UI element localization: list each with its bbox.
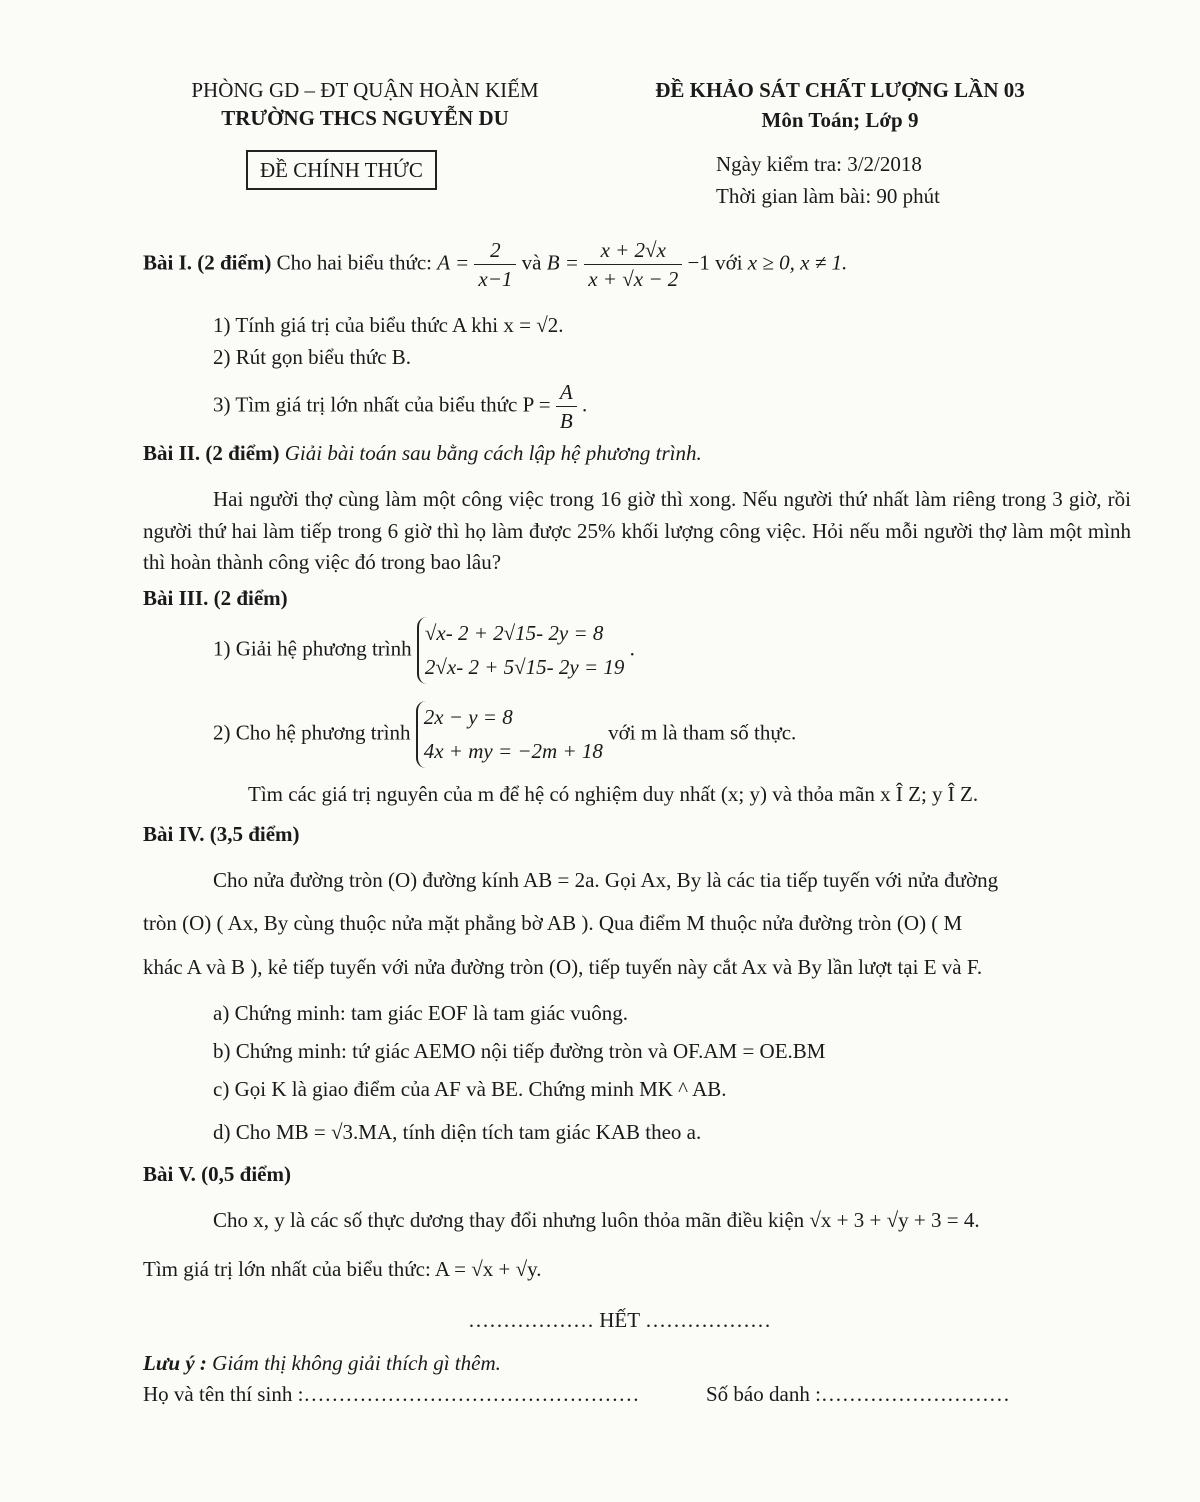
expr-a-numerator: 2 [474, 236, 516, 265]
expr-a-fraction [474, 236, 516, 294]
candidate-id-line: Số báo danh :……………………… [706, 1382, 1010, 1406]
bai3-q2-tail: với m là tham số thực. [608, 720, 797, 745]
bai4-part-b: b) Chứng minh: tứ giác AEMO nội tiếp đường tròn và OF.AM = OE.BM [213, 1039, 826, 1063]
bai3-q1-label: 1) Giải hệ phương trình [213, 636, 412, 661]
bai3-q1 [213, 617, 635, 684]
note-label: Lưu ý : [143, 1351, 207, 1375]
bai1-intro: Cho hai biểu thức: [276, 250, 433, 275]
bai1-q3-text: 3) Tìm giá trị lớn nhất của biểu thức P = [213, 392, 551, 417]
exam-title: ĐỀ KHẢO SÁT CHẤT LƯỢNG LẦN 03 [655, 78, 1025, 102]
school-name: TRƯỜNG THCS NGUYỄN DU [221, 106, 509, 131]
bai4-line2: tròn (O) ( Ax, By cùng thuộc nửa mặt phẳng bờ AB ). Qua điểm M thuộc nửa đường tròn (O) ( M [143, 911, 963, 935]
exam-duration: Thời gian làm bài: 90 phút [716, 184, 940, 208]
subject-line: Môn Toán; Lớp 9 [761, 108, 919, 132]
bai3-q2-eq2: 4x + my = −2m + 18 [423, 738, 603, 763]
bai3-q1-end: . [629, 636, 635, 661]
bai1-statement [143, 236, 847, 294]
bai3-q2-label: 2) Cho hệ phương trình [213, 720, 411, 745]
bai2-heading [143, 439, 702, 467]
expr-b-numerator: x + 2√x [584, 236, 682, 265]
bai4-part-d: d) Cho MB = √3.MA, tính diện tích tam giác KAB theo a. [213, 1120, 702, 1144]
expr-p-fraction [556, 378, 577, 436]
bai2-subtitle: Giải bài toán sau bằng cách lập hệ phương trình. [284, 441, 702, 465]
bai4-line1: Cho nửa đường tròn (O) đường kính AB = 2a. Gọi Ax, By là các tia tiếp tuyến với nửa đường [213, 868, 999, 892]
bai5-line2: Tìm giá trị lớn nhất của biểu thức: A = √x + √y. [143, 1257, 542, 1281]
expr-p-numerator: A [556, 378, 577, 407]
bai1-q1: 1) Tính giá trị của biểu thức A khi x = √2. [213, 313, 564, 337]
note-text: Giám thị không giải thích gì thêm. [212, 1351, 501, 1375]
bai3-q2-system [416, 701, 603, 768]
bai3-title: Bài III. (2 điểm) [143, 586, 288, 610]
expr-b-tail: −1 [687, 250, 710, 275]
bai1-q3-end: . [581, 392, 588, 417]
bai1-title: Bài I. (2 điểm) [143, 250, 272, 275]
bai2-body: Hai người thợ cùng làm một công việc trong 16 giờ thì xong. Nếu người thứ nhất làm riêng trong 3 giờ, rồi người thứ hai làm tiếp trong 6 giờ thì họ làm được 25% khối lượng công việc. Hỏi nếu mỗi người thợ làm một mình thì hoàn thành công việc đó trong bao lâu? [143, 487, 1131, 574]
expr-a-denominator: x−1 [478, 267, 513, 292]
bai3-q2-eq1: 2x − y = 8 [423, 705, 513, 729]
bai3-q1-eq1: √x- 2 + 2√15- 2y = 8 [424, 621, 604, 645]
expr-p-denominator: B [559, 409, 573, 434]
note [143, 1349, 501, 1377]
official-label-box: ĐỀ CHÍNH THỨC [246, 150, 437, 190]
bai4-title: Bài IV. (3,5 điểm) [143, 822, 300, 846]
bai3-q1-system [417, 617, 625, 684]
expr-b-label: B = [546, 250, 579, 275]
bai3-q1-eq2: 2√x- 2 + 5√15- 2y = 19 [424, 654, 625, 679]
bai3-q2-find: Tìm các giá trị nguyên của m để hệ có nghiệm duy nhất (x; y) và thỏa mãn x Î Z; y Î Z. [248, 782, 979, 806]
bai1-q3 [213, 378, 587, 436]
bai1-cond-word: với [715, 250, 743, 275]
department-name: PHÒNG GD – ĐT QUẬN HOÀN KIẾM [191, 78, 539, 102]
bai5-line1: Cho x, y là các số thực dương thay đổi nhưng luôn thỏa mãn điều kiện √x + 3 + √y + 3 = 4. [213, 1208, 980, 1232]
bai3-q2 [213, 701, 796, 768]
bai4-part-a: a) Chứng minh: tam giác EOF là tam giác vuông. [213, 1001, 628, 1025]
bai2-title: Bài II. (2 điểm) [143, 441, 280, 465]
candidate-name-line: Họ và tên thí sinh :………………………………………… [143, 1382, 640, 1406]
expr-a-label: A = [437, 250, 470, 275]
bai1-and: và [521, 250, 542, 275]
exam-date: Ngày kiểm tra: 3/2/2018 [716, 152, 922, 176]
bai4-line3: khác A và B ), kẻ tiếp tuyến với nửa đường tròn (O), tiếp tuyến này cắt Ax và By lần lượt tại E và F. [143, 955, 983, 979]
expr-b-denominator: x + √x − 2 [588, 267, 679, 292]
bai1-q2: 2) Rút gọn biểu thức B. [213, 345, 412, 369]
expr-b-fraction [584, 236, 682, 294]
bai5-title: Bài V. (0,5 điểm) [143, 1162, 291, 1186]
end-mark: ……………… HẾT ……………… [468, 1308, 771, 1332]
bai1-condition: x ≥ 0, x ≠ 1. [747, 250, 848, 275]
bai4-part-c: c) Gọi K là giao điểm của AF và BE. Chứng minh MK ^ AB. [213, 1077, 727, 1101]
header-left [165, 76, 565, 133]
